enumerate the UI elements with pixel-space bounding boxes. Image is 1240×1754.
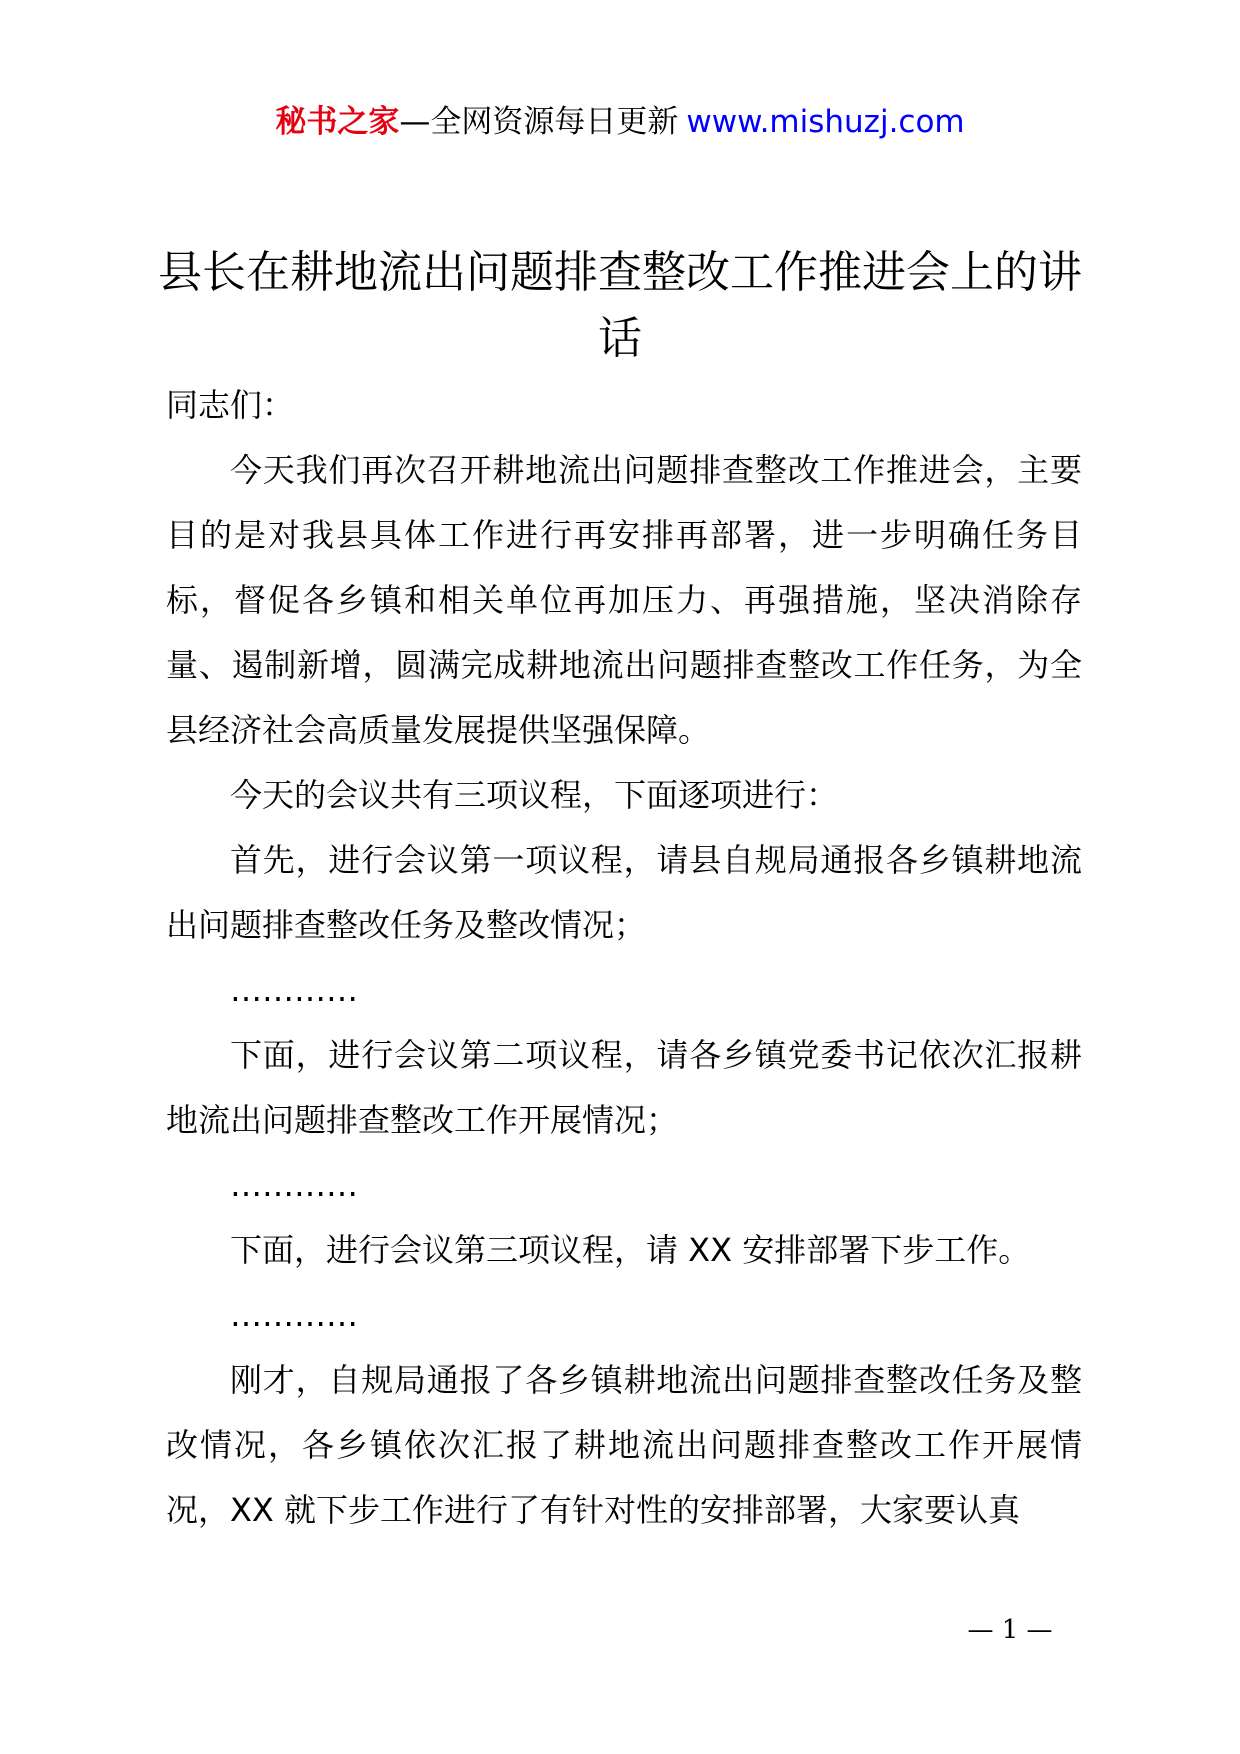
paragraph: 下面，进行会议第三项议程，请 XX 安排部署下步工作。 — [230, 1231, 1031, 1269]
document-title: 县长在耕地流出问题排查整改工作推进会上的讲话 — [158, 247, 1082, 364]
site-url[interactable]: www.mishuzj.com — [686, 104, 965, 140]
paragraph: 下面，进行会议第二项议程，请各乡镇党委书记依次汇报耕地流出问题排查整改工作开展情况； — [166, 1036, 1082, 1139]
paragraph: 今天我们再次召开耕地流出问题排查整改工作推进会，主要目的是对我县具体工作进行再安排再部署，进一步明确任务目标，督促各乡镇和相关单位再加压力、再强措施，坚决消除存量、遏制新增，圆满完成耕地流出问题排查整改工作任务，为全县经济社会高质量发展提供坚强保障。 — [166, 451, 1082, 749]
ellipsis-line: ………… — [230, 971, 358, 1009]
paragraph: 刚才，自规局通报了各乡镇耕地流出问题排查整改任务及整改情况，各乡镇依次汇报了耕地流出问题排查整改工作开展情况，XX 就下步工作进行了有针对性的安排部署，大家要认真 — [166, 1361, 1082, 1529]
document-body — [166, 373, 1082, 1543]
page-number: — 1 — — [967, 1615, 1053, 1645]
site-slogan: —全网资源每日更新 — [399, 104, 679, 140]
ellipsis-line: ………… — [230, 1166, 358, 1204]
paragraph: 首先，进行会议第一项议程，请县自规局通报各乡镇耕地流出问题排查整改任务及整改情况； — [166, 841, 1082, 944]
paragraph: 今天的会议共有三项议程，下面逐项进行： — [230, 776, 839, 814]
site-brand: 秘书之家 — [275, 104, 400, 140]
salutation: 同志们： — [166, 386, 295, 424]
site-header — [0, 100, 1240, 144]
ellipsis-line: ………… — [230, 1296, 358, 1334]
